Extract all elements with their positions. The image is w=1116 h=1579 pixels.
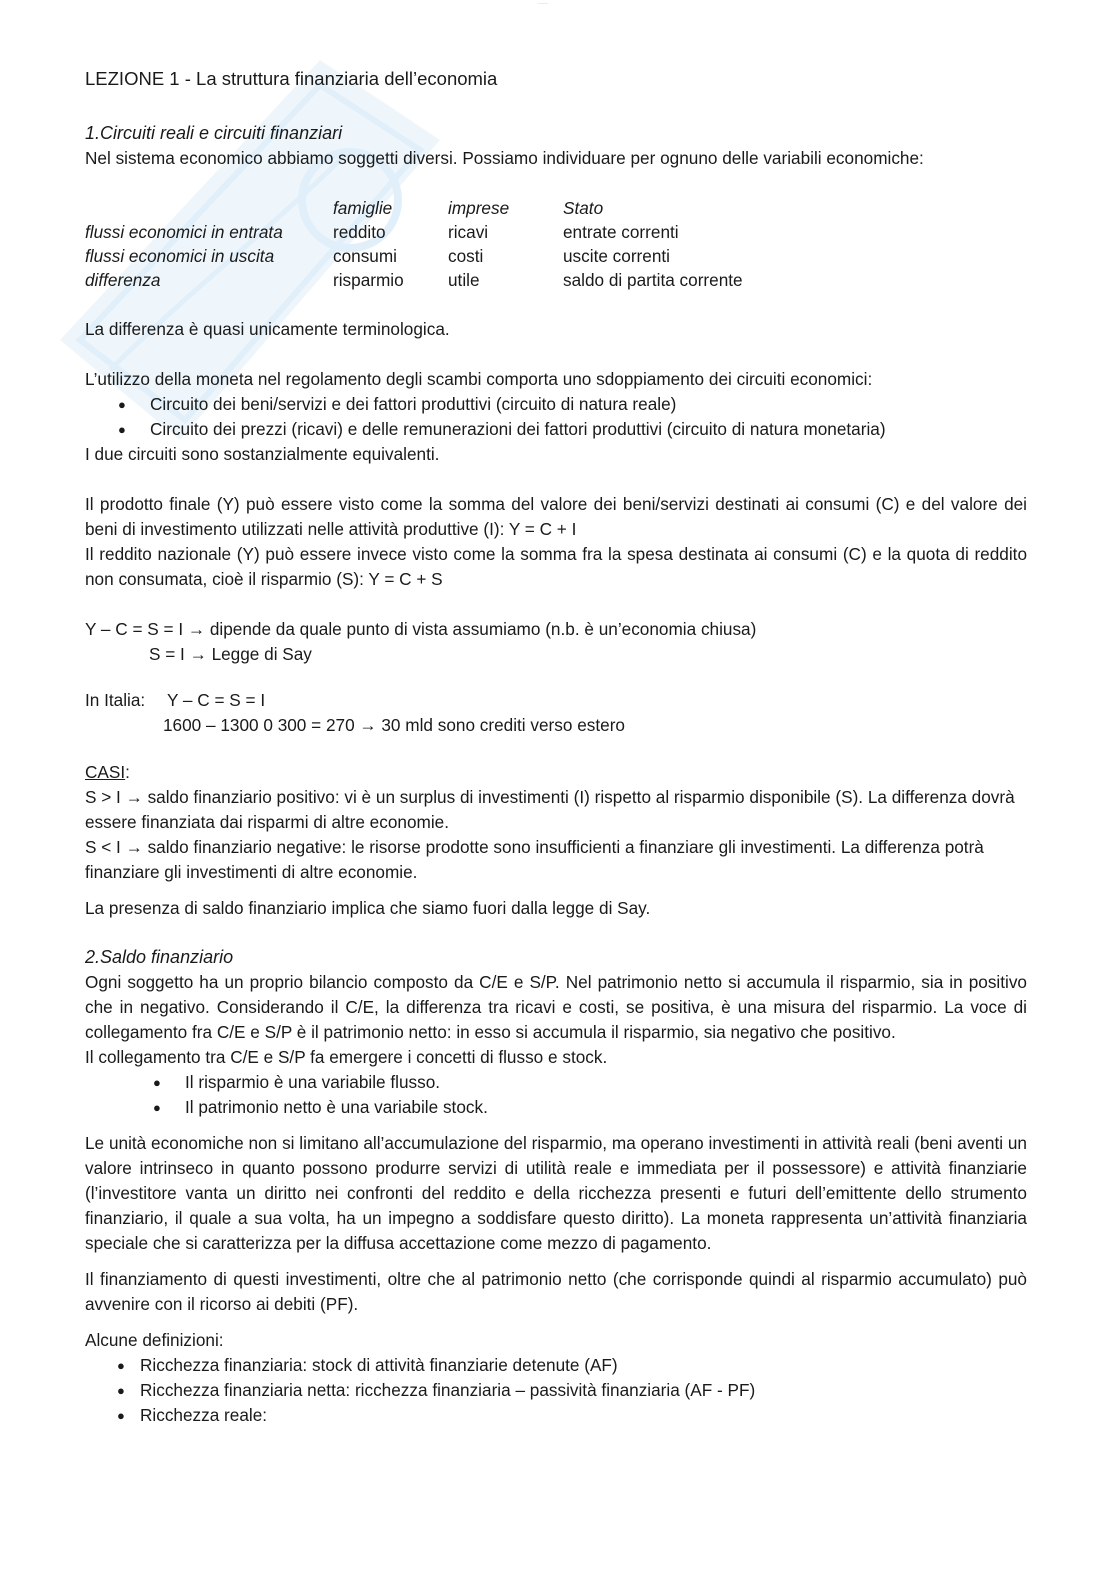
page-title: LEZIONE 1 - La struttura finanziaria dell’economia — [85, 68, 498, 89]
balance-paragraph: Ogni soggetto ha un proprio bilancio composto da C/E e S/P. Nel patrimonio netto si accumula il risparmio, sia in positivo che in negativo. Considerando il C/E, la differenza tra ricavi e costi, se positiva, è una misura del risparmio. La voce di collegamento fra C/E e S/P è il patrimonio netto: in esso si accumula il risparmio, sia negativo che positivo. — [85, 972, 1027, 1042]
italy-label: In Italia: — [85, 690, 146, 710]
circuits-list — [85, 392, 1027, 442]
table-cell: entrate correnti — [563, 222, 679, 242]
table-header-cell: Stato — [563, 198, 604, 218]
say-note: La presenza di saldo finanziario implica che siamo fuori dalla legge di Say. — [85, 898, 651, 918]
table-cell: consumi — [333, 246, 397, 266]
section1-intro: Nel sistema economico abbiamo soggetti diversi. Possiamo individuare per ognuno delle variabili economiche: — [85, 148, 924, 168]
table-cell: uscite correnti — [563, 246, 670, 266]
table-cell: costi — [448, 246, 484, 266]
table-row — [85, 244, 823, 268]
table-cell: flussi economici in entrata — [85, 222, 283, 242]
table-cell: differenza — [85, 270, 161, 290]
case-negative: S < I → saldo finanziario negative: le risorse prodotte sono insufficienti a finanziare gli investimenti. La differenza potrà finanziare gli investimenti di altre economie. — [85, 837, 984, 882]
table-cell: flussi economici in uscita — [85, 246, 275, 266]
income-paragraph: Il reddito nazionale (Y) può essere invece visto come la somma fra la spesa destinata ai consumi (C) e la quota di reddito non consumata, cioè il risparmio (S): Y = C + S — [85, 544, 1027, 589]
table-row — [85, 268, 823, 292]
financing-paragraph: Il finanziamento di questi investimenti, oltre che al patrimonio netto (che corrisponde quindi al risparmio accumulato) può avvenire con il ricorso ai debiti (PF). — [85, 1269, 1027, 1314]
economic-flows-table — [85, 196, 823, 292]
table-header-cell: imprese — [448, 198, 510, 218]
table-cell: risparmio — [333, 270, 404, 290]
italy-numbers: 1600 – 1300 0 300 = 270 → 30 mld sono crediti verso estero — [163, 715, 625, 735]
list-item: ● Circuito dei beni/servizi e dei fattori produttivi (circuito di natura reale) — [85, 392, 1027, 417]
list-item: ● Circuito dei prezzi (ricavi) e delle remunerazioni dei fattori produttivi (circuito di natura monetaria) — [85, 417, 1027, 442]
table-cell: saldo di partita corrente — [563, 270, 743, 290]
list-item: ● Il patrimonio netto è una variabile stock. — [85, 1095, 1027, 1120]
italy-equation: Y – C = S = I — [167, 690, 266, 710]
list-item: ● Ricchezza finanziaria: stock di attività finanziarie detenute (AF) — [85, 1353, 1027, 1378]
equation-2: S = I → Legge di Say — [149, 644, 312, 664]
table-cell: reddito — [333, 222, 386, 242]
equivalence-note: I due circuiti sono sostanzialmente equivalenti. — [85, 444, 440, 464]
product-paragraph: Il prodotto finale (Y) può essere visto come la somma del valore dei beni/servizi destinati ai consumi (C) e del valore dei beni di investimento utilizzati nelle attività produttive (I): Y = C + I — [85, 494, 1027, 539]
table-cell: ricavi — [448, 222, 489, 242]
cases-heading — [85, 760, 1027, 785]
italy-line — [85, 688, 1027, 713]
flow-stock-list — [85, 1070, 1027, 1120]
equation-1: Y – C = S = I → dipende da quale punto di vista assumiamo (n.b. è un’economia chiusa) — [85, 619, 757, 639]
definitions-list — [85, 1353, 1027, 1428]
list-item: ● Ricchezza reale: — [85, 1403, 1027, 1428]
cases-label: CASI — [85, 762, 126, 782]
table-header-cell: famiglie — [333, 198, 393, 218]
terminology-note: La differenza è quasi unicamente terminologica. — [85, 319, 450, 339]
flow-stock-paragraph: Il collegamento tra C/E e S/P fa emergere i concetti di flusso e stock. — [85, 1047, 608, 1067]
investments-paragraph: Le unità economiche non si limitano all’accumulazione del risparmio, ma operano investimenti in attività reali (beni aventi un valore intrinseco in quanto possono produrre servizi di utilità reale e immediata per il possessore) e attività finanziarie (l’investitore vanta un diritto nei confronti del reddito e della ricchezza presenti e futuri dell’emittente dello strumento finanziario, il quale a sua volta, ha un impegno a soddisfare questo diritto). La moneta rappresenta un’attività finanziaria speciale che si caratterizza per la diffusa accettazione come mezzo di pagamento. — [85, 1133, 1027, 1253]
section-heading-1: 1.Circuiti reali e circuiti finanziari — [85, 123, 343, 143]
table-cell: utile — [448, 270, 480, 290]
cases-colon: : — [125, 762, 130, 782]
table-row — [85, 220, 823, 244]
document-page — [85, 66, 1027, 1428]
section-heading-2: 2.Saldo finanziario — [85, 947, 234, 967]
table-header-row — [85, 196, 823, 220]
definitions-label: Alcune definizioni: — [85, 1330, 224, 1350]
money-intro: L’utilizzo della moneta nel regolamento degli scambi comporta uno sdoppiamento dei circuiti economici: — [85, 369, 873, 389]
case-positive: S > I → saldo finanziario positivo: vi è un surplus di investimenti (I) rispetto al risparmio disponibile (S). La differenza dovrà essere finanziata dai risparmi di altre economie. — [85, 787, 1015, 832]
list-item: ● Il risparmio è una variabile flusso. — [85, 1070, 1027, 1095]
header-mark: ····· — [538, 1, 548, 7]
list-item: ● Ricchezza finanziaria netta: ricchezza finanziaria – passività finanziaria (AF - PF) — [85, 1378, 1027, 1403]
table-header-cell — [85, 196, 330, 220]
